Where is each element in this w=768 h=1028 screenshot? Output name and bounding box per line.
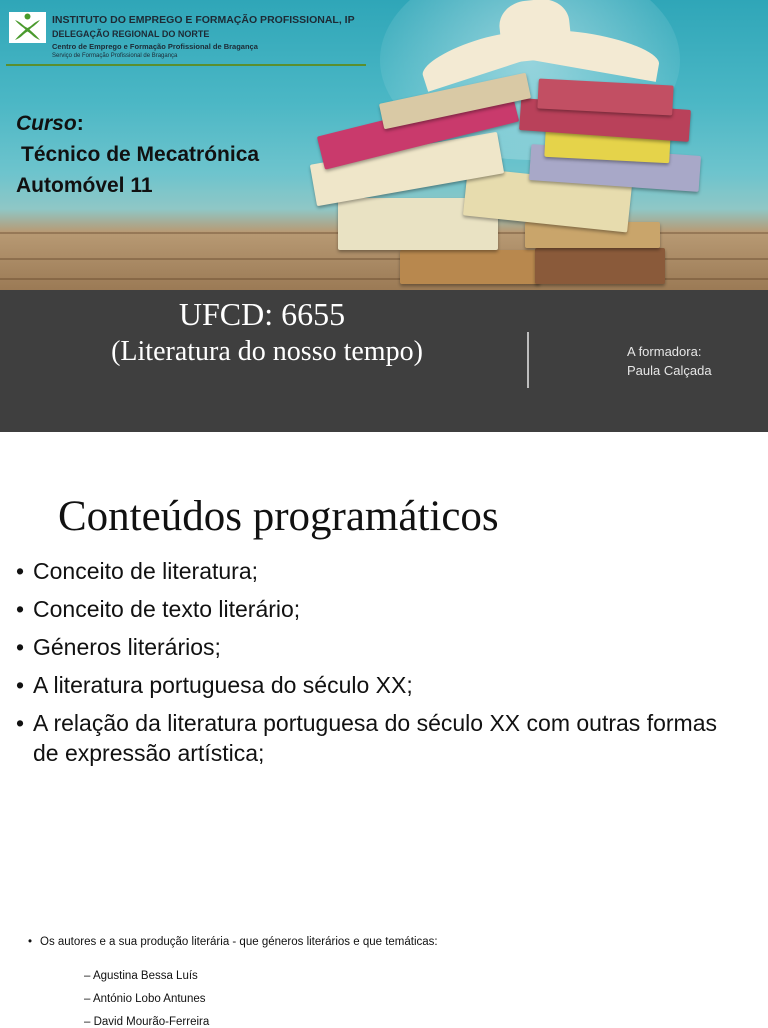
- course-name-line1: Técnico de Mecatrónica: [21, 143, 260, 166]
- header-divider: [6, 64, 366, 66]
- title-slide: [0, 0, 768, 432]
- trainer-name: Paula Calçada: [627, 363, 712, 378]
- title-band: [0, 290, 768, 432]
- list-item-text: Géneros literários;: [33, 634, 221, 660]
- ufcd-title: (Literatura do nosso tempo): [111, 336, 423, 367]
- bullet-icon: •: [28, 936, 33, 948]
- list-item-text: A literatura portuguesa do século XX;: [33, 672, 413, 698]
- list-item: [0, 670, 733, 700]
- open-book-pages: [497, 0, 573, 63]
- trainer-label: A formadora:: [627, 344, 702, 359]
- authors-intro: [28, 936, 438, 948]
- list-item: [0, 556, 733, 586]
- list-item: [0, 594, 733, 624]
- list-item-text: Conceito de literatura;: [33, 558, 259, 584]
- author-item: – António Lobo Antunes: [84, 993, 206, 1005]
- org-service: Serviço de Formação Profissional de Bragança: [52, 53, 178, 59]
- org-delegation: DELEGAÇÃO REGIONAL DO NORTE: [52, 29, 210, 39]
- ufcd-code: UFCD: 6655: [178, 296, 346, 332]
- authors-intro-text: Os autores e a sua produção literária - que géneros literários e que temáticas:: [40, 936, 438, 948]
- author-item: – David Mourão-Ferreira: [84, 1016, 210, 1028]
- page-title: Conteúdos programáticos: [58, 493, 499, 540]
- course-label: Curso: [16, 112, 77, 135]
- bullet-icon: •: [16, 672, 25, 698]
- iefp-logo-icon: [9, 12, 46, 43]
- org-name: INSTITUTO DO EMPREGO E FORMAÇÃO PROFISSIONAL, IP: [52, 14, 355, 26]
- course-colon: :: [76, 112, 84, 135]
- author-item: – Agustina Bessa Luís: [84, 970, 198, 982]
- course-name-line2: Automóvel 11: [16, 174, 153, 197]
- bullet-icon: •: [16, 710, 25, 736]
- list-item: [0, 632, 733, 662]
- list-item: [0, 708, 733, 768]
- vertical-divider: [527, 332, 529, 388]
- course-block: [16, 108, 259, 201]
- bullet-icon: •: [16, 596, 25, 622]
- bullet-icon: •: [16, 558, 25, 584]
- list-item-text: Conceito de texto literário;: [33, 596, 301, 622]
- book: [400, 250, 540, 284]
- org-center: Centro de Emprego e Formação Profissional de Bragança: [52, 42, 258, 51]
- list-item-text: A relação da literatura portuguesa do século XX com outras formas de expressão artística;: [33, 710, 717, 766]
- bullet-icon: •: [16, 634, 25, 660]
- book: [535, 248, 665, 284]
- contents-slide: [0, 432, 768, 1028]
- contents-list: [0, 556, 768, 776]
